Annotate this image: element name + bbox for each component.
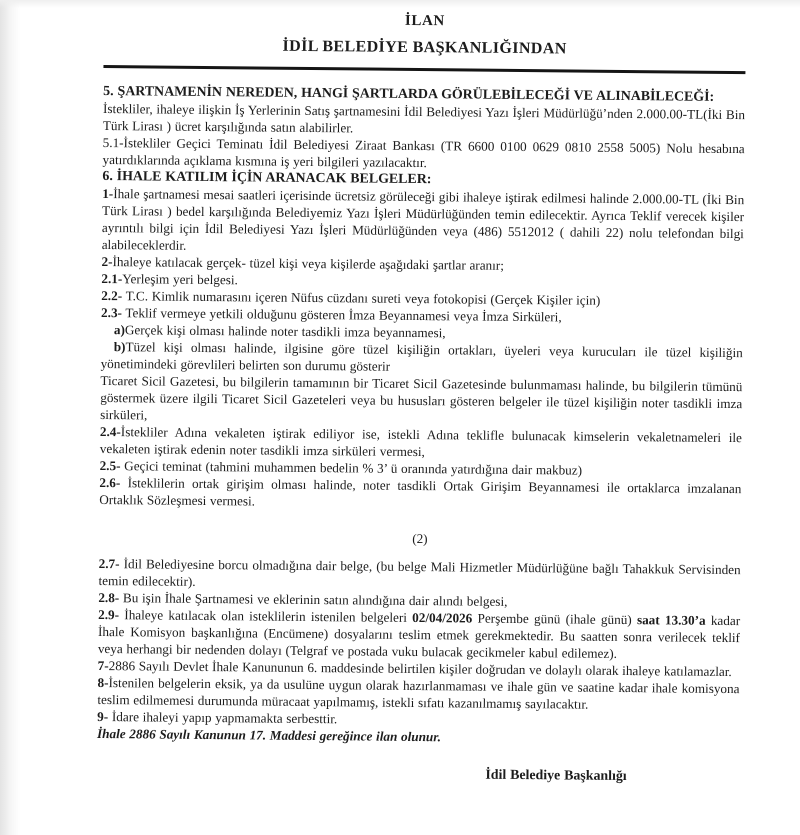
text-segment: 2886 Sayılı Devlet İhale Kanununun 6. maddesinde belirtilen kişiler doğrudan ve dolaylı olarak ihaleye katılamazlar.: [108, 658, 732, 680]
document-content: [97, 10, 746, 786]
text-segment: (2): [412, 530, 428, 547]
text-segment: 02/04/2026: [412, 609, 473, 626]
text-segment: 5.1-İstekliler Geçici Teminatı İdil Belediyesi Ziraat Bankası (TR 6600 0100 0629 0810 2558 5005) Nolu hesabına yatırdıklarında açıklama kısmına iş yeri bilgileri yazılacaktır.: [102, 134, 745, 171]
text-segment: İstekliler, ihaleye ilişkin İş Yerlerinin Satış şartnamesini İdil Belediyesi Yazı İşleri Müdürlüğü’nden 2.000.00-TL(İki Bin Türk Lirası ) ücret karşılığında satın alabilirler.: [102, 100, 746, 136]
text-segment: 2.8-: [98, 589, 120, 606]
text-segment: Gerçek kişi olması halinde noter tasdikli imza beyannamesi,: [124, 322, 446, 341]
text-segment: İhaleye katılacak gerçek- tüzel kişi veya kişilerde aşağıdaki şartlar aranır;: [112, 254, 504, 273]
item-2-6: [99, 474, 741, 514]
text-segment: İdare ihaleyi yapıp yapmamakta serbesttir.: [108, 709, 338, 727]
item-1: [102, 185, 745, 259]
text-segment: Ticaret Sicil Gazetesi, bu bilgilerin tamamının bir Ticaret Sicil Gazetesinde bulunmaması halinde, bu bilgilerin tümünü göstermek üzere ilgili Ticaret Sicil Gazeteleri veya bu hususları gösteren belgeler ile tüzel kişiliğin noter tasdikli imza sirküleri,: [100, 372, 743, 423]
text-segment: Teklif vermeye yetkili olduğunu gösteren İmza Beyannamesi veya İmza Sirküleri,: [121, 305, 562, 325]
page-number: [99, 527, 741, 550]
text-segment: kadar İhale Komisyon başkanlığına (Encümene) dosyalarını teslim etmek gerekmektedir. Bu saatten sonra verilecek teklif veya herhangi bir nedenden dolayı (Telgraf ve postada vuku bulacak gecikmeler kabul edilemez).: [97, 612, 741, 661]
text-segment: 6. İHALE KATILIM İÇİN ARANACAK BELGELER:: [102, 168, 432, 188]
item-2-9: [98, 606, 740, 663]
scan-edge-shadow-top: [0, 0, 800, 8]
text-segment: 2.3-: [101, 304, 123, 321]
document-title: İLAN: [404, 12, 445, 30]
text-segment: T.C. Kimlik numarasını içeren Nüfus cüzdanı sureti veya fotokopisi (Gerçek Kişiler için): [122, 288, 601, 308]
text-segment: İdil Belediyesine borcu olmadığına dair belge, (bu belge Mali Hizmetler Müdürlüğüne bağlı Tahakkuk Servisinden temin edilecektir).: [98, 556, 741, 589]
text-segment: 7-: [97, 657, 109, 674]
document-subtitle: İDİL BELEDİYE BAŞKANLIĞINDAN: [282, 37, 567, 58]
text-segment: İhale 2886 Sayılı Kanunun 17. Maddesi gereğince ilan olunur.: [96, 725, 442, 745]
text-segment: İhale şartnamesi mesai saatleri içerisinde ücretsiz görüleceği gibi ihaleye iştirak edilmesi halinde 2.000.00-TL (İki Bin Türk Lirası ) bedel karşılığında Belediyemiz Yazı İşleri Müdürlüğünden temin edilecektir. Ayrıca Teklif verecek kişiler ayrıntılı bilgi için İdil Belediyesi Yazı İşleri Müdürlüğünden veya (486) 5512012 ( dahili 22) nolu telefondan bilgi alabileceklerdir.: [101, 186, 745, 253]
text-segment: İstenilen belgelerin eksik, ya da usulüne uygun olarak hazırlanmaması ve ihale gün ve saatine kadar ihale komisyona teslim edilmemesi durumunda müracaat yapılmamış, istekli sıfatı kazanılmamış sayılacaktır.: [97, 675, 740, 712]
text-segment: İsteklilerin ortak girişim olması halinde, noter tasdikli Ortak Girişim Beyannamesi ile ortaklarca imzalanan Ortaklık Sözleşmesi vermesi.: [99, 475, 742, 509]
text-segment: 1-: [102, 185, 114, 202]
text-segment: Yerleşim yeri belgesi.: [122, 271, 238, 288]
text-segment: 2.1-: [101, 270, 123, 287]
item-2-3-continuation: [100, 372, 742, 429]
text-segment: Bu işin İhale Şartnamesi ve eklerinin satın alındığına dair alındı belgesi,: [119, 590, 508, 609]
text-segment: 2.7-: [98, 555, 120, 572]
text-segment: 2.6-: [99, 474, 121, 491]
text-segment: saat 13.30’a: [636, 612, 706, 628]
signature: [97, 763, 739, 786]
text-segment: Geçici teminat (tahmini muhammen bedelin % 3’ ü oranında yatırdığına dair makbuz): [120, 458, 583, 478]
text-segment: 8-: [97, 674, 109, 691]
text-segment: 2.2-: [101, 287, 123, 304]
text-segment: Tüzel kişi olması halinde, ilgisine göre tüzel kişiliğin ortakları, üyeleri veya kurucuları ile tüzel kişiliğin yönetimindeki görevlileri belirten son durumu gösterir: [100, 339, 743, 374]
scan-edge-shadow: [0, 0, 20, 835]
text-segment: 2.4-: [99, 423, 121, 440]
text-segment: 9-: [97, 708, 109, 725]
text-segment: 2.5-: [99, 457, 121, 474]
text-segment: 2-: [101, 253, 113, 270]
document-body: [97, 83, 746, 786]
text-segment: İdil Belediye Başkanlığı: [485, 767, 627, 785]
text-segment: Perşembe günü (ihale günü): [472, 610, 638, 628]
header-divider: [103, 65, 745, 74]
text-segment: a): [113, 322, 126, 338]
text-segment: İstekliler Adına vekaleten iştirak ediliyor ise, istekli Adına teklifle bulunacak kimselerin vekaletnameleri ile vekaleten iştirak edenin noter tasdikli imza sirküleri vermesi,: [99, 424, 742, 460]
text-segment: İhaleye katılacak olan isteklilerin istenilen belgeleri: [119, 607, 413, 625]
text-segment: 5. ŞARTNAMENİN NEREDEN, HANGİ ŞARTLARDA GÖRÜLEBİLECEĞİ VE ALINABİLECEĞİ:: [103, 83, 715, 105]
text-segment: 2.9-: [98, 606, 120, 623]
text-segment: b): [113, 339, 126, 355]
